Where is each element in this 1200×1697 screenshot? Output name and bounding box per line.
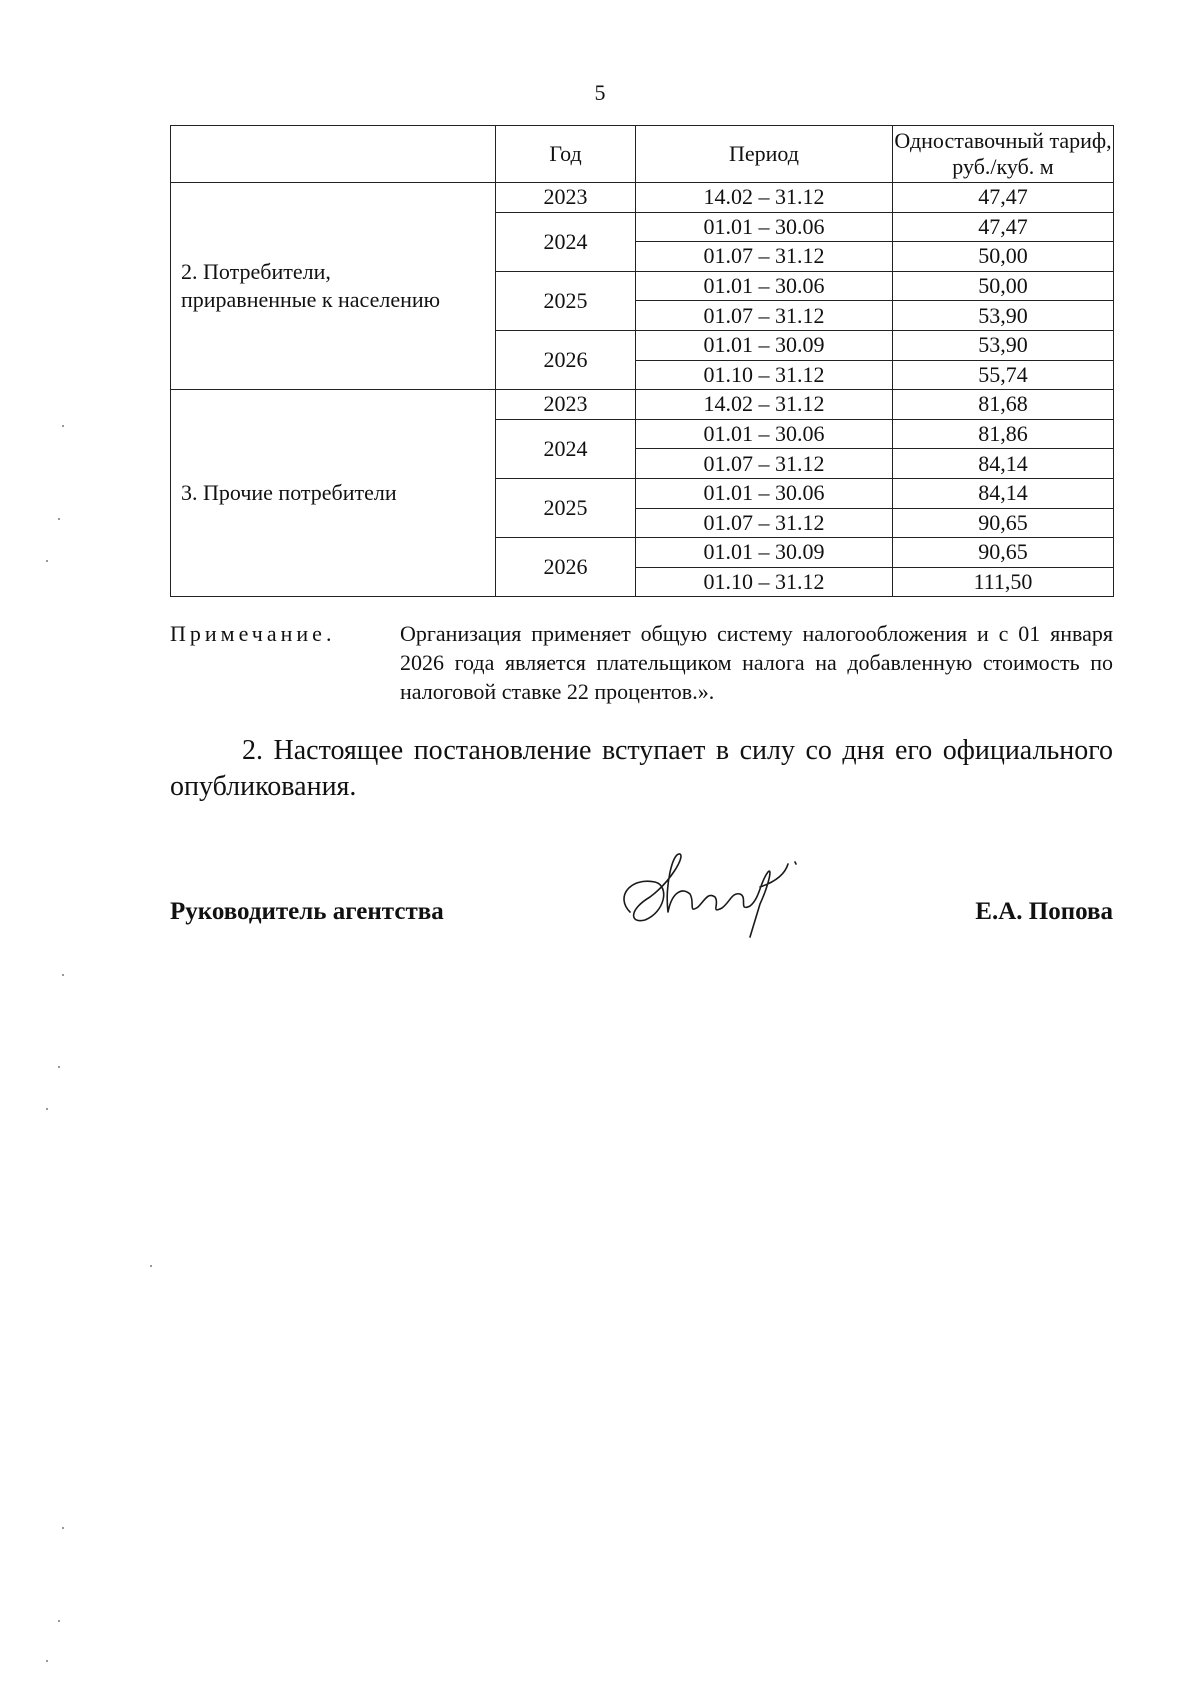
scan-speck xyxy=(46,1660,48,1662)
scan-speck xyxy=(150,1265,152,1267)
table-body xyxy=(171,183,1114,597)
tariff-cell: 111,50 xyxy=(893,567,1114,597)
period-cell: 01.01 – 30.06 xyxy=(636,271,893,301)
tariff-cell: 50,00 xyxy=(893,271,1114,301)
period-cell: 01.01 – 30.09 xyxy=(636,538,893,568)
table-header-row xyxy=(171,126,1114,183)
period-cell: 01.01 – 30.06 xyxy=(636,419,893,449)
period-cell: 14.02 – 31.12 xyxy=(636,183,893,213)
table-row xyxy=(171,183,1114,213)
period-cell: 01.07 – 31.12 xyxy=(636,508,893,538)
tariff-cell: 53,90 xyxy=(893,301,1114,331)
scan-speck xyxy=(46,560,48,562)
period-cell: 01.07 – 31.12 xyxy=(636,301,893,331)
header-tariff: Одноставочный тариф, руб./куб. м xyxy=(893,126,1114,183)
handwritten-signature xyxy=(610,842,810,942)
year-cell: 2023 xyxy=(496,183,636,213)
period-cell: 01.01 – 30.09 xyxy=(636,330,893,360)
tariff-cell: 47,47 xyxy=(893,183,1114,213)
tariff-cell: 90,65 xyxy=(893,538,1114,568)
period-cell: 01.07 – 31.12 xyxy=(636,242,893,272)
page-number: 5 xyxy=(594,80,606,105)
period-cell: 01.01 – 30.06 xyxy=(636,212,893,242)
consumer-category-line: 3. Прочие потребители xyxy=(181,480,397,506)
year-cell: 2025 xyxy=(496,478,636,537)
period-cell: 14.02 – 31.12 xyxy=(636,390,893,420)
year-cell: 2026 xyxy=(496,538,636,597)
table-row xyxy=(171,390,1114,420)
tariff-cell: 81,68 xyxy=(893,390,1114,420)
consumer-category-cell xyxy=(171,183,496,390)
scan-speck xyxy=(62,425,64,427)
tariff-cell: 55,74 xyxy=(893,360,1114,390)
signer-title: Руководитель агентства xyxy=(170,898,444,925)
tariff-cell: 90,65 xyxy=(893,508,1114,538)
year-cell: 2023 xyxy=(496,390,636,420)
tariff-cell: 81,86 xyxy=(893,419,1114,449)
header-consumer-category xyxy=(171,126,496,183)
scan-speck xyxy=(58,1066,60,1068)
period-cell: 01.07 – 31.12 xyxy=(636,449,893,479)
tariff-cell: 53,90 xyxy=(893,330,1114,360)
note-text: Организация применяет общую систему налогообложения и с 01 января 2026 года является плательщиком налога на добавленную стоимость по налоговой ставке 22 процентов.». xyxy=(400,621,1113,704)
year-cell: 2026 xyxy=(496,330,636,389)
tariff-cell: 84,14 xyxy=(893,449,1114,479)
header-period: Период xyxy=(636,126,893,183)
year-cell: 2024 xyxy=(496,419,636,478)
period-cell: 01.01 – 30.06 xyxy=(636,478,893,508)
consumer-category-line: 2. Потребители, xyxy=(181,259,331,285)
scan-speck xyxy=(62,974,64,976)
consumer-category-cell xyxy=(171,390,496,597)
scan-speck xyxy=(62,1527,64,1529)
period-cell: 01.10 – 31.12 xyxy=(636,360,893,390)
tariff-cell: 84,14 xyxy=(893,478,1114,508)
effective-date-paragraph: 2. Настоящее постановление вступает в силу со дня его официального опубликования. xyxy=(170,735,1113,802)
tariff-cell: 50,00 xyxy=(893,242,1114,272)
note-label: Примечание. xyxy=(170,621,336,646)
signer-name: Е.А. Попова xyxy=(975,898,1113,925)
tariff-table xyxy=(170,125,1114,597)
header-year: Год xyxy=(496,126,636,183)
period-cell: 01.10 – 31.12 xyxy=(636,567,893,597)
consumer-category-line: приравненные к населению xyxy=(181,287,441,313)
scan-speck xyxy=(46,1108,48,1110)
tariff-cell: 47,47 xyxy=(893,212,1114,242)
year-cell: 2024 xyxy=(496,212,636,271)
scan-speck xyxy=(58,1620,60,1622)
year-cell: 2025 xyxy=(496,271,636,330)
scan-speck xyxy=(58,518,60,520)
